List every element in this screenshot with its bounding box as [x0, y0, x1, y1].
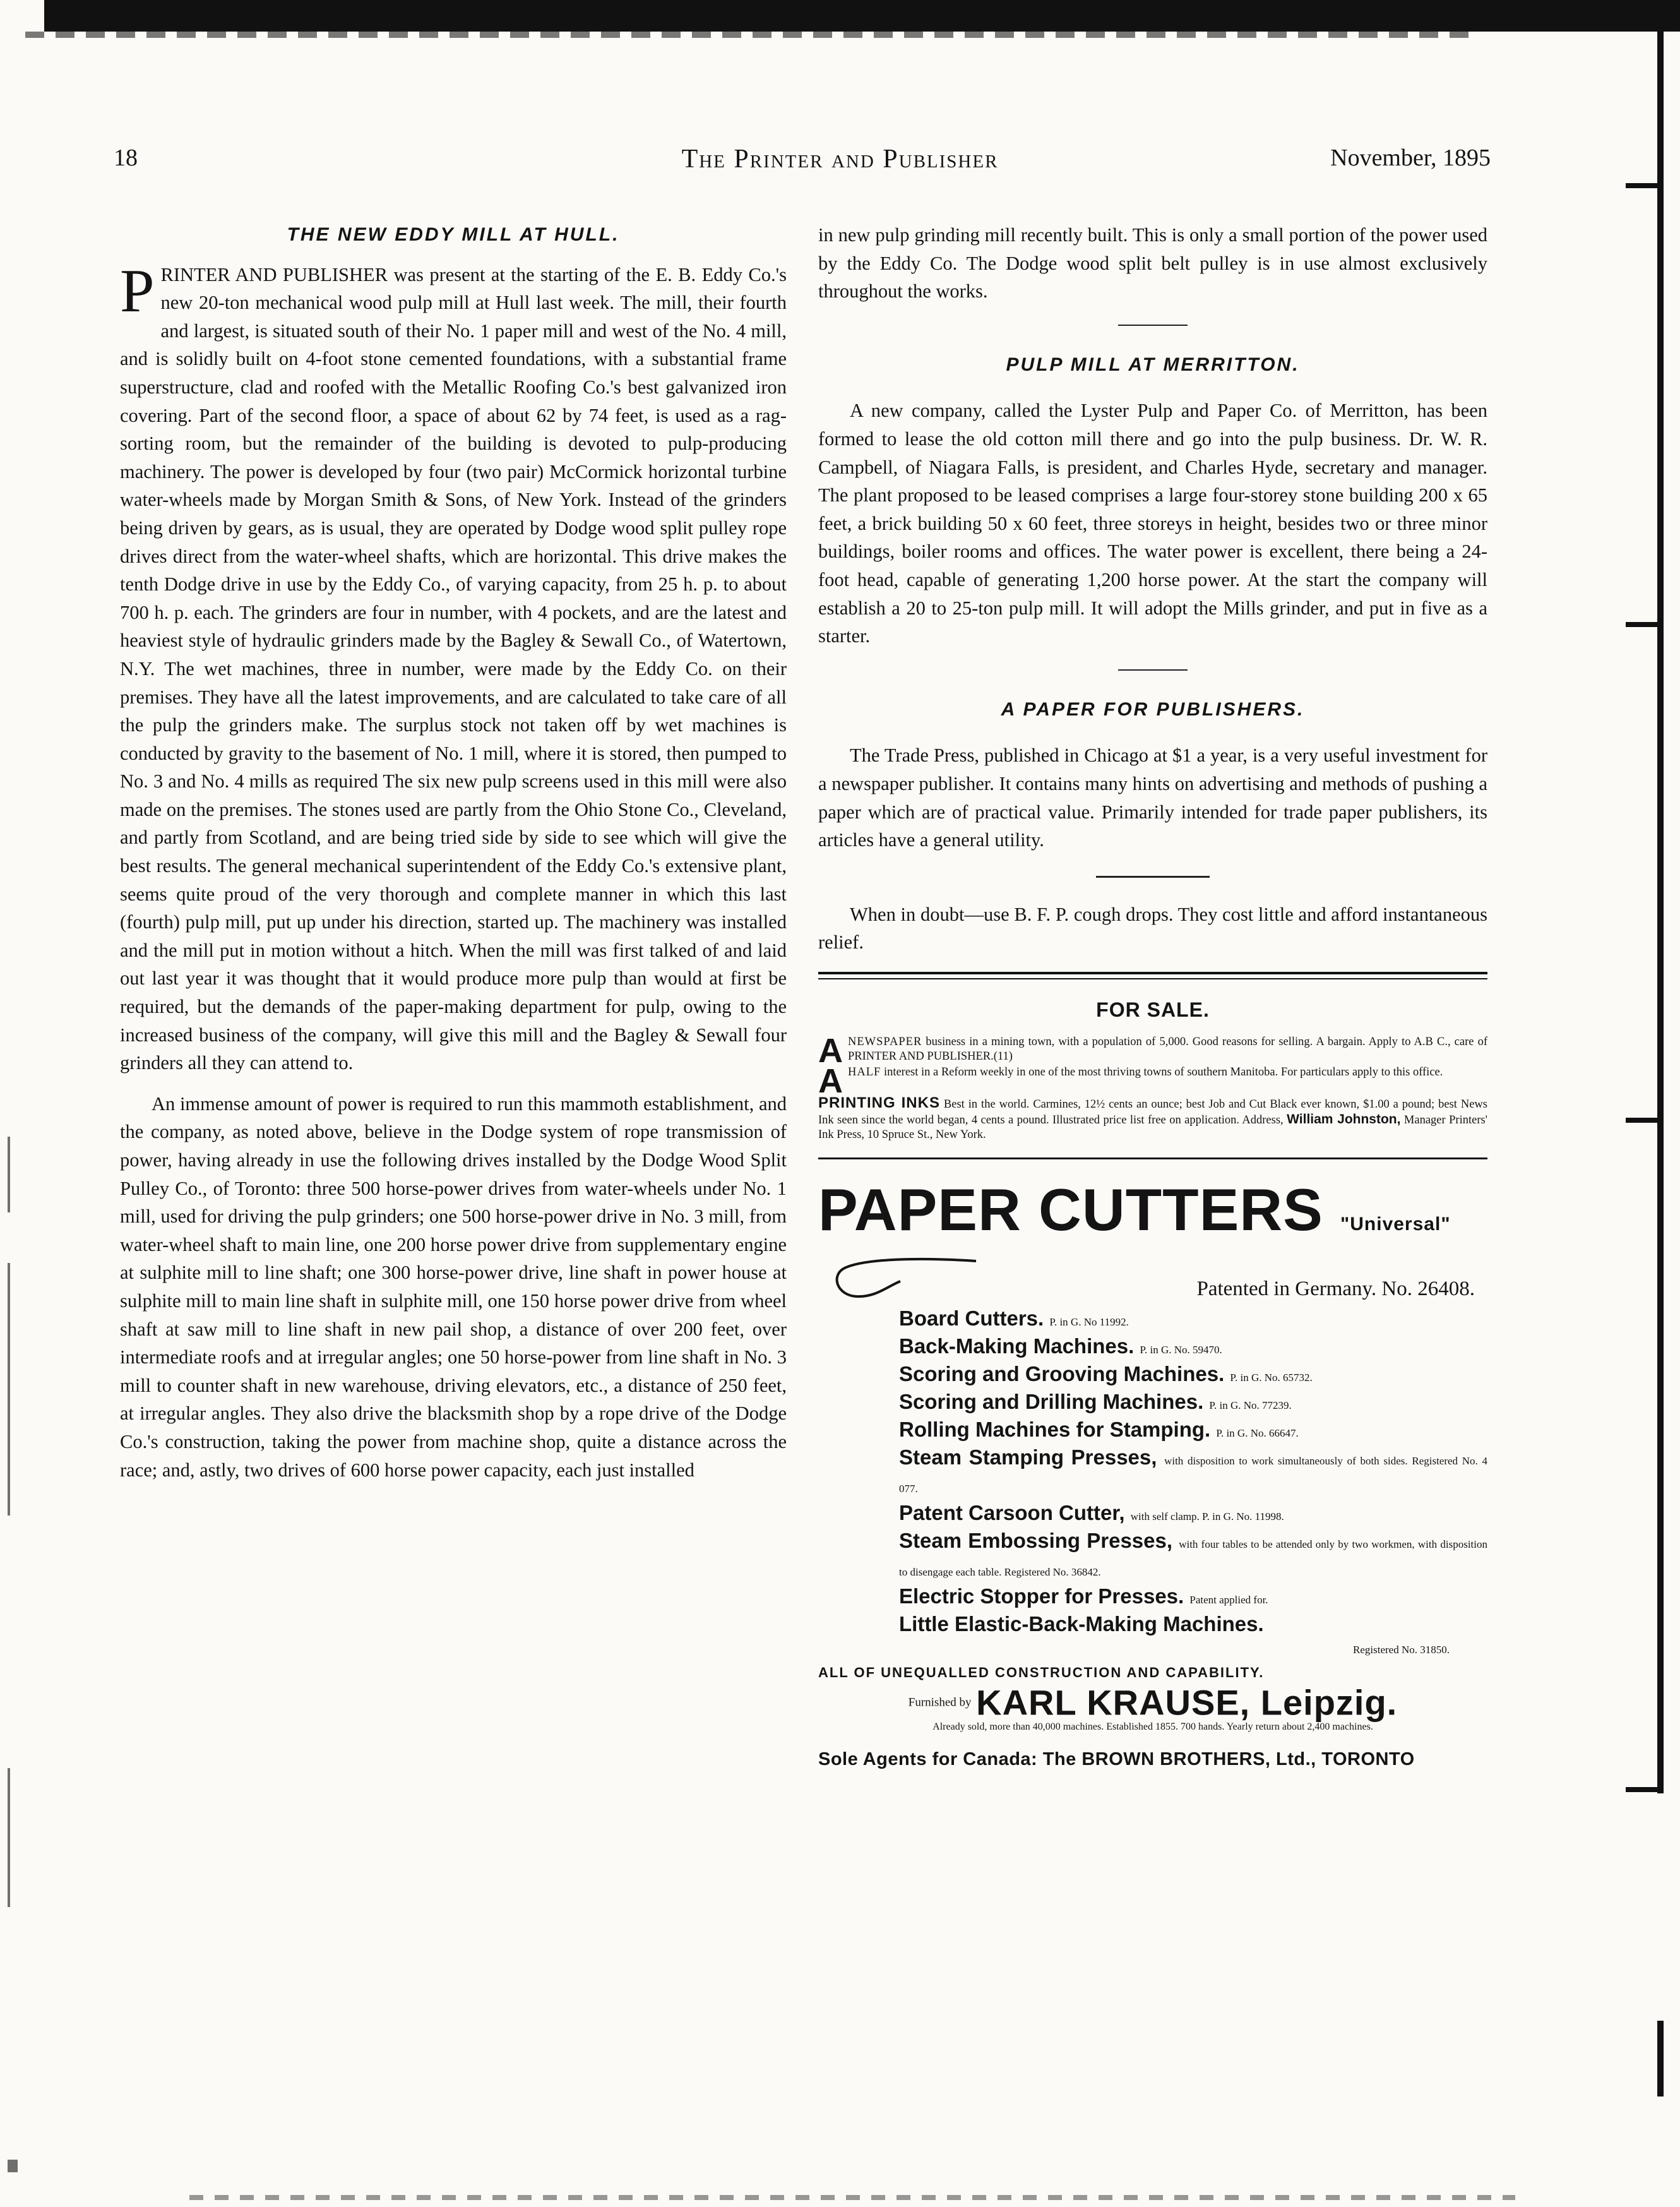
machine-note: Patent applied for. [1189, 1594, 1268, 1606]
page-number: 18 [114, 145, 138, 171]
ad-lead: HALF [848, 1066, 881, 1079]
machine-note: Registered No. 31850. [1353, 1644, 1450, 1656]
paragraph-text: was present at the starting of the E. B. Eddy Co.'s new 20-ton mechanical wood pulp mill at Hull last week. The mill, their fourth and largest, is situated south of their No. 1 paper mill and west of the No. 4 mill, and is solidly built on 4-foot stone cemented foundations, with a substantial frame superstructure, clad and roofed with the Metallic Roofing Co.'s best galvanized iron covering. Part of the second floor, a space of about 62 by 74 feet, is used as a rag-sorting room, but the remainder of the building is devoted to pulp-producing machinery. The power is developed by four (two pair) McCormick horizontal turbine water-wheels made by Morgan Smith & Sons, of New York. Instead of the grinders being driven by gears, as is usual, they are operated by Dodge wood split pulley rope drives direct from the water-wheel shafts, which are horizontal. This drive makes the tenth Dodge drive in use by the Eddy Co., of varying capacity, from 25 h. p. to about 700 h. p. each. The grinders are four in number, with 4 pockets, and are the latest and heaviest style of hydraulic grinders made by the Bagley & Sewall Co., of Watertown, N.Y. The wet machines, three in number, were made by the Eddy Co. on their premises. They have all the latest improvements, and are calculated to take care of all the pulp the grinders make. The surplus stock not taken off by wet machines is conducted by gravity to the basement of No. 1 mill, where it is stored, then pumped to No. 3 and No. 4 mills as required The six new pulp screens used in this mill were also made on the premises. The stones used are partly from the Ohio Stone Co., Cleveland, and partly from Scotland, and are being tried side by side to see which will give the best results. The general mechanical superintendent of the Eddy Co.'s extensive plant, seems quite proud of the very thorough and complete manner in which this last (fourth) pulp mill, put up under his direction, started up. The machinery was installed and the mill put in motion without a hitch. When the mill was first talked of and laid out last year it was thought that it would produce more pulp than would at first be required, but the demands of the paper-making department for pulp, owing to the increased business of the company, will give this mill and the Bagley & Sewall four grinders all they can attend to. [120, 263, 787, 1074]
article-heading-paper-for-publishers: A PAPER FOR PUBLISHERS. [1001, 698, 1305, 720]
machine-item [899, 1390, 1487, 1418]
established-note: Already sold, more than 40,000 machines. Established 1855. 700 hands. Yearly return about 2,400 machines. [932, 1721, 1373, 1733]
scan-binding-edge [1657, 0, 1664, 1793]
article-paragraph [120, 256, 787, 1077]
machine-item [899, 1501, 1487, 1529]
issue-date: November, 1895 [1330, 145, 1491, 171]
section-divider [1096, 876, 1210, 878]
flourish-ornament [818, 1256, 1487, 1307]
running-head [0, 144, 1680, 182]
maker-name: KARL KRAUSE, Leipzig. [976, 1682, 1398, 1723]
publication-title: The Printer and Publisher [681, 145, 999, 174]
scan-mark [8, 2160, 18, 2172]
scan-mark [8, 1263, 10, 1516]
scan-top-band [44, 0, 1680, 32]
ad-tagline: "Universal" [1340, 1214, 1451, 1235]
scan-bottom-edge [189, 2195, 1515, 2200]
binding-notch [1626, 622, 1664, 627]
scan-binding-edge-low [1657, 2021, 1664, 2096]
machine-item [899, 1612, 1487, 1636]
section-divider [1118, 325, 1188, 326]
machine-item [899, 1362, 1487, 1390]
machine-item [899, 1418, 1487, 1445]
classified-ad [818, 1096, 1487, 1142]
machine-name: Steam Embossing Presses, [899, 1529, 1173, 1553]
ad-lead: NEWSPAPER [848, 1036, 922, 1049]
machine-name: Back-Making Machines. [899, 1334, 1135, 1358]
ad-initial: A [818, 1062, 843, 1101]
machine-item [899, 1334, 1487, 1362]
machine-name: Steam Stamping Presses, [899, 1445, 1157, 1469]
machine-name: Board Cutters. [899, 1307, 1044, 1331]
machine-name: Scoring and Grooving Machines. [899, 1362, 1225, 1386]
article-heading-merritton: PULP MILL AT MERRITTON. [1006, 354, 1300, 375]
filler-paragraph: When in doubt—use B. F. P. cough drops. They cost little and afford instantaneous relief. [818, 903, 1487, 954]
scan-mark [8, 1137, 10, 1212]
binding-notch [1626, 183, 1664, 188]
machine-item [899, 1584, 1487, 1612]
machine-item [899, 1307, 1487, 1334]
machine-note: P. in G. No 11992. [1049, 1316, 1129, 1329]
ad-title [818, 1178, 1487, 1256]
right-column [818, 221, 1487, 1774]
ad-contact-name: William Johnston, [1287, 1112, 1401, 1127]
ad-lead: PRINTING INKS [818, 1094, 940, 1112]
furnished-label: Furnished by [908, 1696, 972, 1709]
for-sale-heading: FOR SALE. [1096, 998, 1210, 1021]
article-heading-eddy-mill: THE NEW EDDY MILL AT HULL. [287, 224, 620, 245]
scan-top-edge [25, 32, 1477, 38]
machine-name: Electric Stopper for Presses. [899, 1584, 1184, 1608]
article-paragraph: An immense amount of power is required to run this mammoth establishment, and the company, as noted above, believe in the Dodge system of rope transmission of power, having already in use the following drives installed by the Dodge Wood Split Pulley Co., of Toronto: three 500 horse-power drives from water-wheels under No. 1 mill, used for driving the pulp grinders; one 500 horse-power drive in No. 3 mill, from water-wheel shaft to main line, one 200 horse power drive from supplementary engine at sulphite mill to line shaft; one 300 horse-power drive, line shaft in power house at sulphite mill to main line shaft in sulphite mill, one 150 horse power drive from wheel shaft at saw mill to line shaft in new pail shop, a distance of over 200 feet, over intermediate roofs and at irregular angles; one 50 horse-power from line shaft in No. 3 mill to counter shaft in new warehouse, driving elevators, etc., a distance of 250 feet, at irregular angles. They also drive the blacksmith shop by a rope drive of the Dodge Co.'s construction, taking the power from machine shop, quite a distance across the race; and, astly, two drives of 600 horse power capacity, each just installed [120, 1092, 787, 1481]
article-paragraph: A new company, called the Lyster Pulp and Paper Co. of Merritton, has been formed to lease the old cotton mill there and go into the pulp business. Dr. W. R. Campbell, of Niagara Falls, is president, and Charles Hyde, secretary and manager. The plant proposed to be leased comprises a large four-storey stone building 200 x 65 feet, a brick building 50 x 60 feet, three storeys in height, besides two or three minor buildings, boiler rooms and offices. The water power is excellent, there being a 24-foot head, capable of generating 1,200 horse power. At the start the company will establish a 20 to 25-ton pulp mill. It will adopt the Mills grinder, and put in five as a starter. [818, 400, 1487, 647]
canadian-agents: Sole Agents for Canada: The BROWN BROTHERS, Ltd., TORONTO [818, 1749, 1415, 1770]
machine-name: Little Elastic-Back-Making Machines. [899, 1612, 1264, 1636]
lead-words: RINTER AND PUBLISHER [160, 263, 388, 285]
ad-text: interest in a Reform weekly in one of the most thriving towns of southern Manitoba. For particulars apply to this office. [881, 1066, 1443, 1079]
ad-text: Best in the world. Carmines, 12½ cents an ounce; best Job and Cut Black ever known, $1.00 a pound; best News Ink seen since the world began, 4 cents a pound. Illustrated price list free on application. Address, [818, 1098, 1487, 1127]
patent-line: Patented in Germany. No. 26408. [1196, 1277, 1475, 1301]
machine-note: P. in G. No. 77239. [1209, 1399, 1292, 1412]
paper-cutters-ad [818, 1178, 1487, 1773]
classified-ad [818, 1032, 1487, 1070]
ad-text: Manager Printers' Ink Press, 10 Spruce St., New York. [818, 1114, 1488, 1142]
binding-notch [1626, 1118, 1664, 1123]
machine-note: P. in G. No. 59470. [1140, 1344, 1222, 1356]
classified-ad [818, 1062, 1487, 1101]
article-paragraph: The Trade Press, published in Chicago at $1 a year, is a very useful investment for a newspaper publisher. It contains many hints on advertising and methods of pushing a paper which are of practical value. Primarily intended for trade paper publishers, its articles have a general utility. [818, 745, 1487, 851]
binding-notch [1626, 1787, 1664, 1792]
drop-cap: P [120, 256, 155, 325]
ad-text: business in a mining town, with a population of 5,000. Good reasons for selling. A bargain. Apply to A.B C., care of PRINTER AND PUBLISHER.(11) [848, 1036, 1487, 1063]
machine-name: Rolling Machines for Stamping. [899, 1418, 1211, 1442]
scan-mark [8, 1768, 10, 1907]
rule [818, 1157, 1487, 1159]
section-divider [1118, 669, 1188, 671]
machine-note: with four tables to be attended only by two workmen, with disposition to disengage each table. Registered No. 36842. [899, 1538, 1488, 1579]
machine-item [899, 1529, 1487, 1584]
flourish-icon [818, 1256, 982, 1307]
machine-note: with self clamp. P. in G. No. 11998. [1130, 1510, 1284, 1523]
machine-name: Scoring and Drilling Machines. [899, 1390, 1204, 1414]
furnished-by [818, 1682, 1487, 1723]
machine-item [899, 1445, 1487, 1501]
construction-claim: ALL OF UNEQUALLED CONSTRUCTION AND CAPABILITY. [818, 1665, 1265, 1681]
double-rule [818, 972, 1487, 979]
left-column [120, 221, 787, 1484]
machine-note: with disposition to work simultaneously of both sides. Registered No. 4 077. [899, 1455, 1487, 1495]
ad-initial: A [818, 1032, 843, 1070]
machine-list [899, 1307, 1487, 1665]
machine-note: P. in G. No. 65732. [1230, 1372, 1313, 1384]
ad-title-text: PAPER CUTTERS [818, 1176, 1323, 1243]
machine-note: P. in G. No. 66647. [1216, 1427, 1299, 1440]
article-continuation: in new pulp grinding mill recently built. This is only a small portion of the power used by the Eddy Co. The Dodge wood split belt pulley is in use almost exclusively throughout the works. [818, 224, 1487, 302]
machine-name: Patent Carsoon Cutter, [899, 1501, 1125, 1525]
